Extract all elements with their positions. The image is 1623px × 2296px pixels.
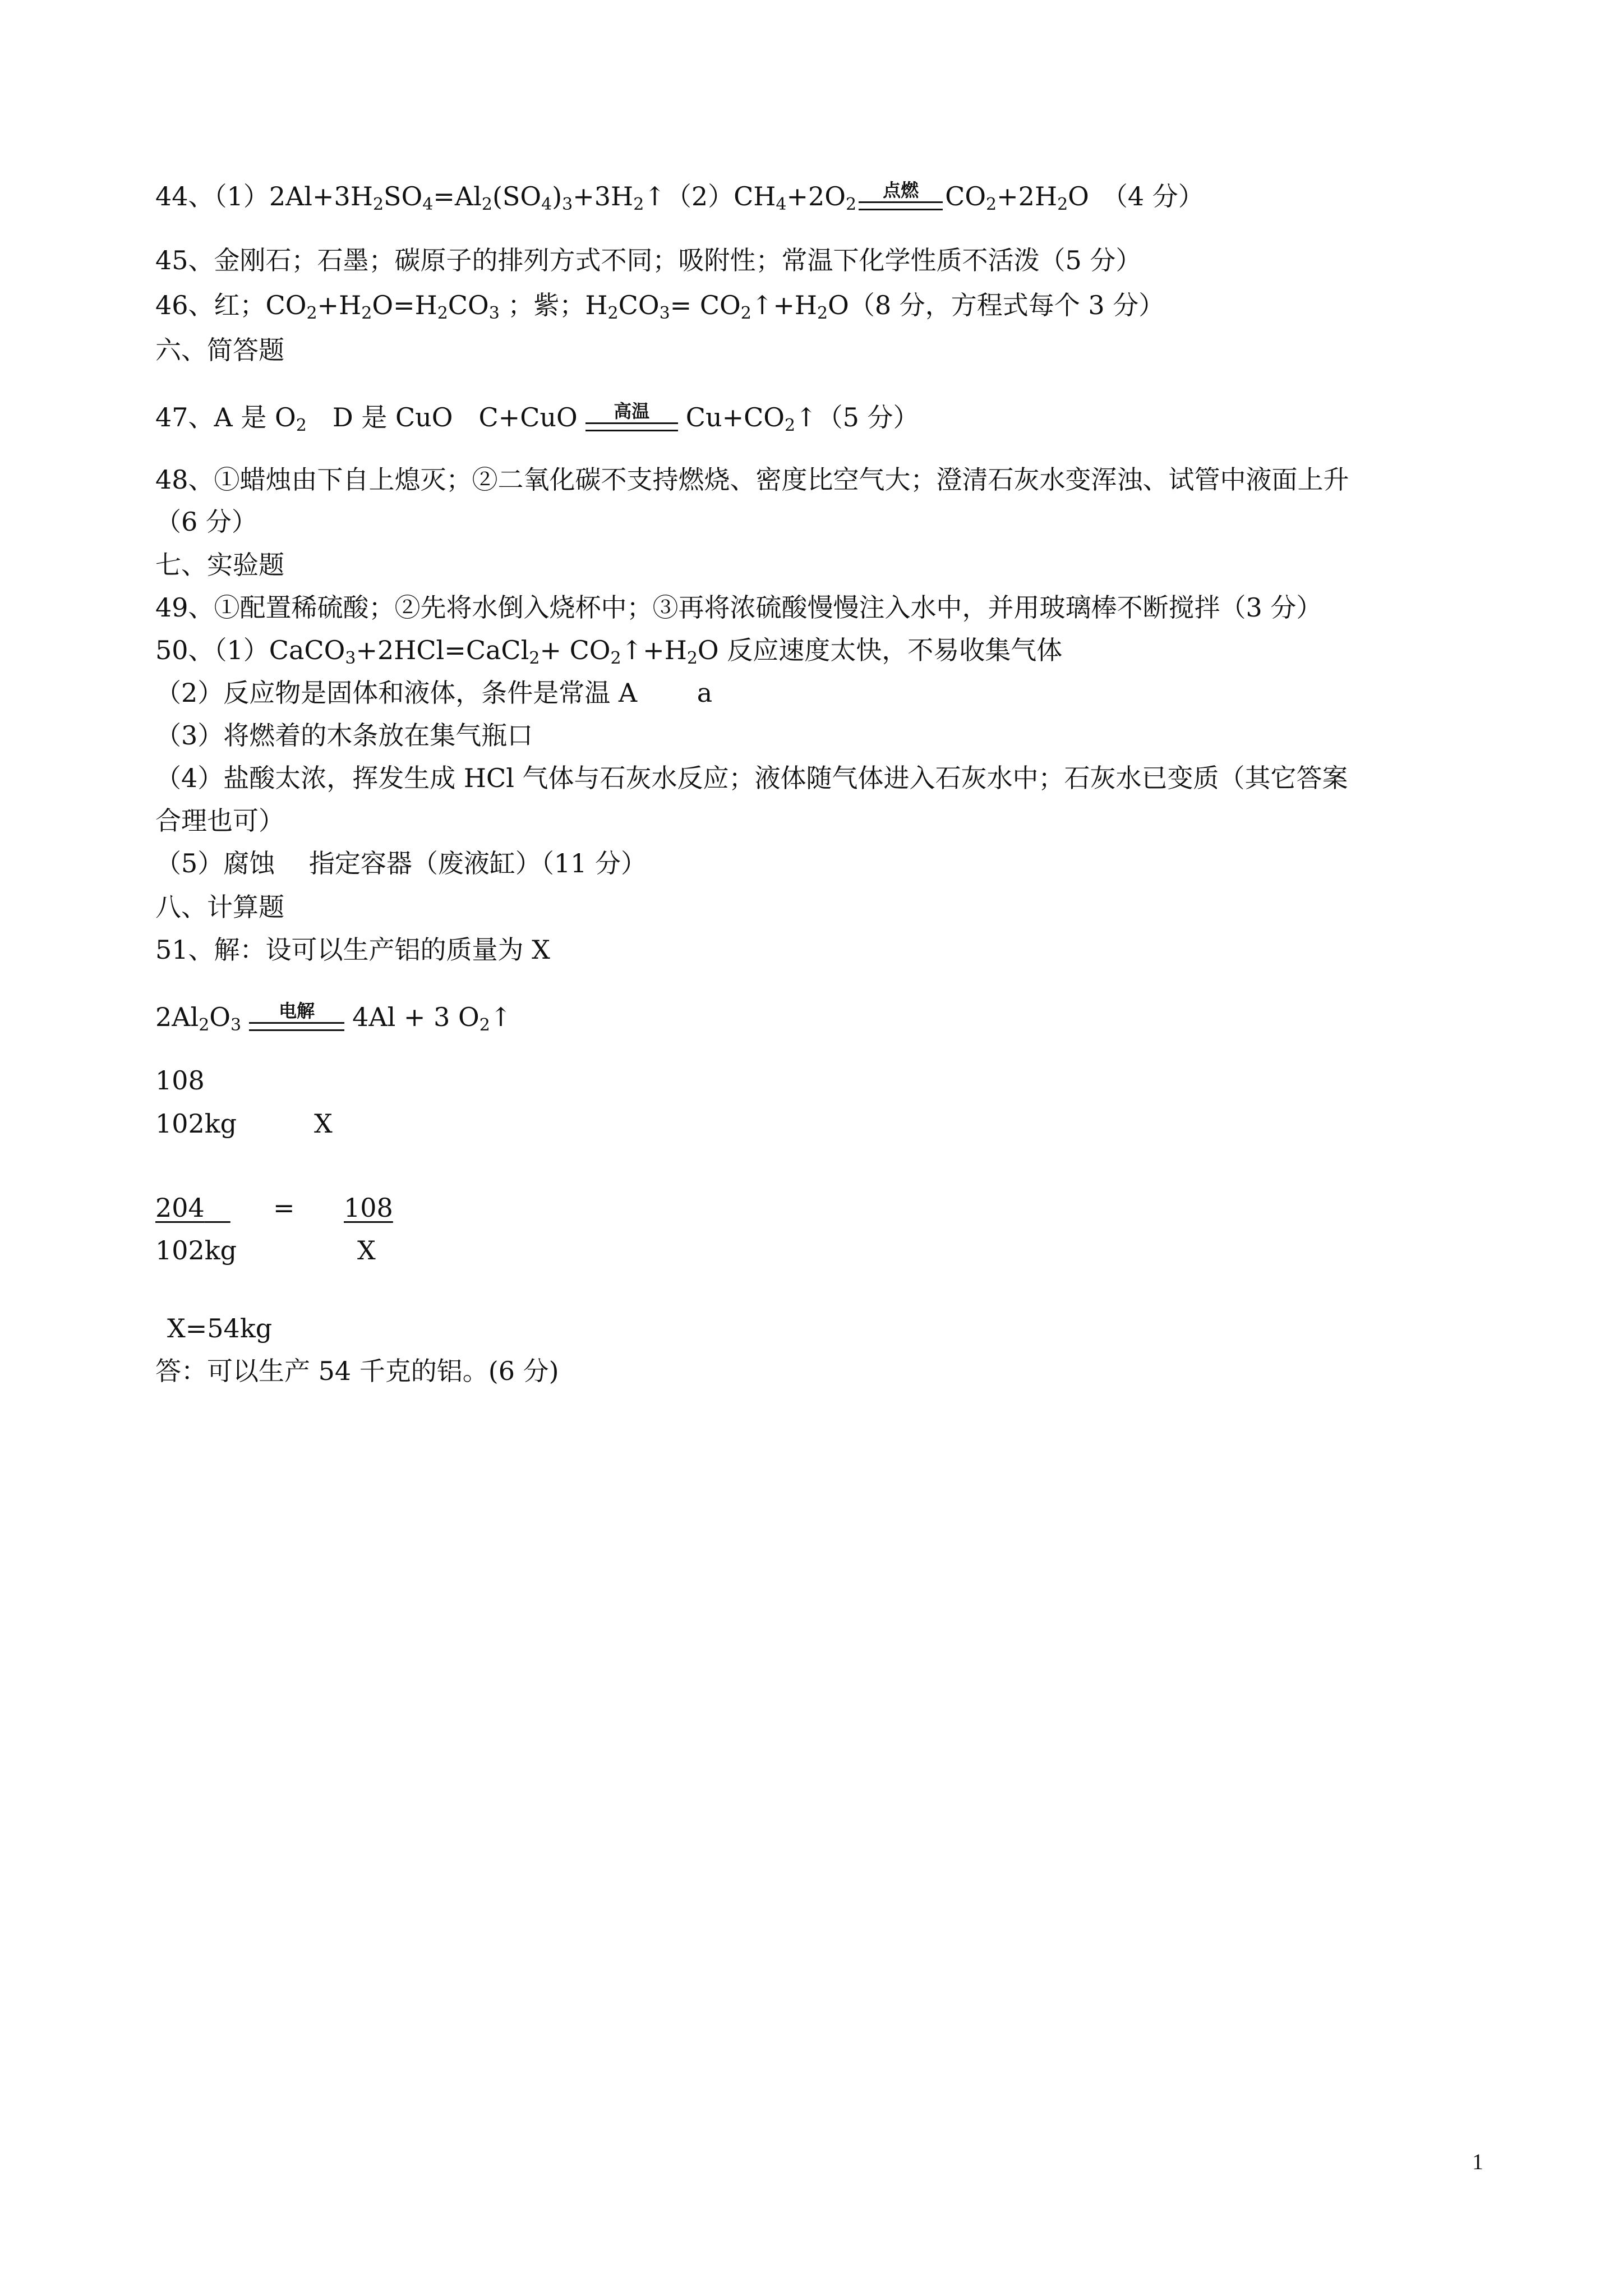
final-answer: 答：可以生产 54 千克的铝。(6 分) <box>155 1356 559 1386</box>
answer-51-intro: 51、解：设可以生产铝的质量为 X <box>155 935 550 965</box>
reaction-condition-high-temperature: 高温 <box>585 401 678 438</box>
mass-row-right: X <box>314 1108 333 1139</box>
answer-50-part-2: （2）反应物是固体和液体，条件是常温 A a <box>155 678 713 708</box>
question-number: 44、 <box>155 181 214 211</box>
result: X=54kg <box>167 1313 273 1343</box>
answer-51-equation: $2Al_2O_3$ 电解 4Al + 3 $O_2↑$ <box>155 1000 511 1038</box>
answer-50-part-1: 50、（1）CaCO$_3$+2HCl=CaCl$_2$+ $CO_2↑+H_2O$ 反应速度太快，不易收集气体 <box>155 635 1063 668</box>
reaction-condition-ignite: 点燃 <box>859 180 943 217</box>
page-number: 1 <box>1472 2149 1483 2174</box>
fraction-numerator-right: 108 <box>344 1193 393 1223</box>
fraction-numerator-left: 204 <box>155 1193 205 1223</box>
fraction-denominator-right: X <box>357 1235 376 1266</box>
answer-47: 47、A 是 $O_2$ D 是 CuO C+CuO 高温 $Cu+CO_2↑(5$ 分） <box>155 401 919 438</box>
answer-49: 49、①配置稀硫酸；②先将水倒入烧杯中；③再将浓硫酸慢慢注入水中，并用玻璃棒不断搅拌（3 分） <box>155 592 1322 623</box>
molar-mass: 108 <box>155 1065 205 1096</box>
section-heading-experiment: 七、实验题 <box>155 550 284 580</box>
section-heading-calculation: 八、计算题 <box>155 892 284 922</box>
equals-sign: = <box>273 1193 295 1223</box>
answer-46: 46、红；$CO_2+H_2O=H_2CO_3$ ；紫；$H_2CO_3=$ $CO_2↑+H_2O(8$ 分，方程式每个 3 分） <box>155 290 1165 323</box>
answer-48-line-1: 48、①蜡烛由下自上熄灭；②二氧化碳不支持燃烧、密度比空气大；澄清石灰水变浑浊、试管中液面上升 <box>155 464 1349 495</box>
answer-50-part-4: （4）盐酸太浓，挥发生成 HCl 气体与石灰水反应；液体随气体进入石灰水中；石灰水已变质（其它答案 <box>155 763 1348 793</box>
answer-48-line-2: （6 分） <box>155 507 257 537</box>
double-line <box>585 422 678 431</box>
fraction-denominator-left: 102kg <box>155 1235 237 1266</box>
double-line <box>249 1022 344 1031</box>
answer-50-part-3: （3）将燃着的木条放在集气瓶口 <box>155 720 533 751</box>
answer-45: 45、金刚石；石墨；碳原子的排列方式不同；吸附性；常温下化学性质不活泼（5 分） <box>155 245 1142 275</box>
answer-50-part-4-cont: 合理也可） <box>155 806 284 836</box>
reaction-condition-electrolysis: 电解 <box>249 1001 344 1038</box>
answer-44: 44、$(1)2Al+3H_2SO_4=Al_2(SO_4)_3+3H_2↑(2)CH_4+2O_2$ 点燃 $CO_2+2H_2O$ （4 分） <box>155 180 1204 217</box>
mass-row-left: 102kg <box>155 1108 237 1139</box>
section-heading-short-answer: 六、简答题 <box>155 335 284 365</box>
double-line <box>859 201 943 210</box>
answer-50-part-5: （5）腐蚀 指定容器（废液缸）（11 分） <box>155 848 647 878</box>
